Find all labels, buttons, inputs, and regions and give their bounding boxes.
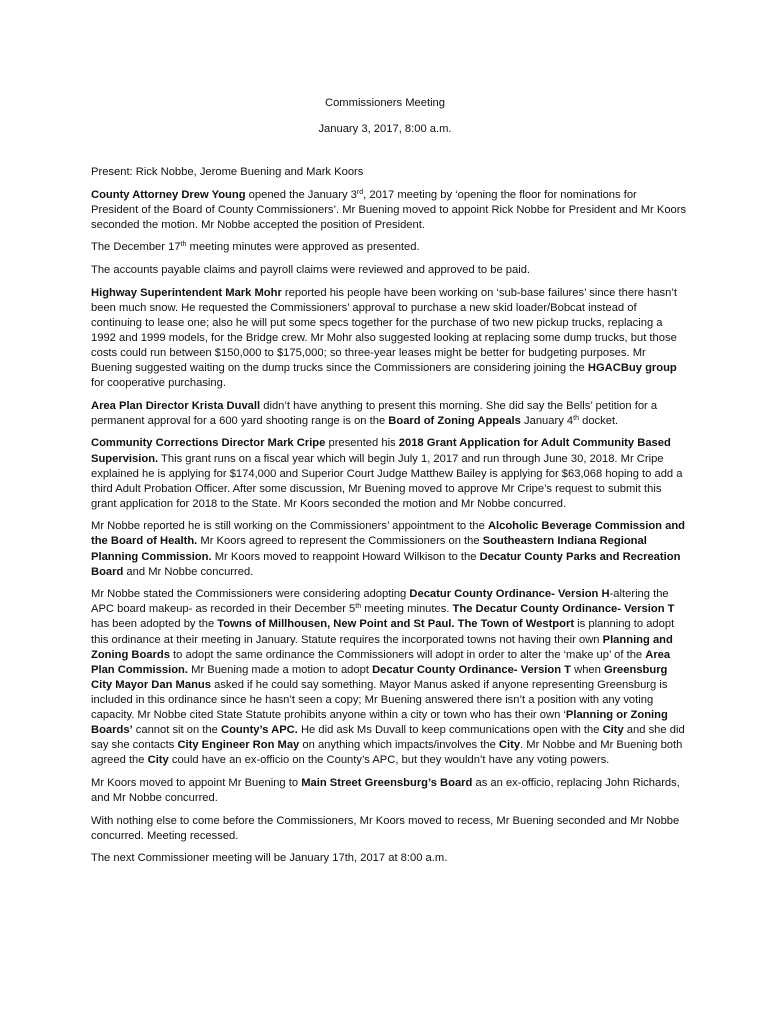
paragraph-claims: The accounts payable claims and payroll claims were reviewed and approved to be paid. <box>91 263 531 276</box>
paragraph-appointments: Mr Nobbe reported he is still working on the Commissioners’ appointment to the Alcoholic Beverage Commission and the Board of Health. Mr Koors agreed to represent the Commissioners on the Southeastern Indiana Regional Planning Commission. Mr Koors moved to reappoint Howard Wilkison to the Decatur County Parks and Recreation Board and Mr Nobbe concurred. <box>91 520 686 578</box>
meeting-date: January 3, 2017, 8:00 a.m. <box>318 123 452 135</box>
paragraph-minutes-approved: The December 17th meeting minutes were approved as presented. <box>91 241 420 254</box>
paragraph-main-street: Mr Koors moved to appoint Mr Buening to Main Street Greensburg’s Board as an ex-officio, replacing John Richards, and Mr Nobbe concurred. <box>91 776 680 804</box>
page-title: Commissioners Meeting <box>325 97 445 109</box>
paragraph-corrections: Community Corrections Director Mark Cripe presented his 2018 Grant Application for Adult Community Based Supervision. This grant runs on a fiscal year which will begin July 1, 2017 and run through June 30, 2018. Mr Cripe explained he is applying for $174,000 and Superior Court Judge Matthew Bailey is applying for $63,068 hoping to add a third Adult Probation Officer. After some discussion, Mr Buening moved to approve Mr Cripe’s request to submit this grant application for 2018 to the State. Mr Koors seconded the motion and Mr Nobbe concurred. <box>91 437 683 510</box>
paragraph-highway: Highway Superintendent Mark Mohr reported his people have been working on ‘sub-base failures’ since there hasn’t been much snow. He requested the Commissioners’ approval to purchase a new skid loader/Bobcat instead of continuing to lease one; also he will put some specs together for the purchase of two new pickup trucks, replacing a 1992 and 1999 models, for the Bridge crew. Mr Mohr also suggested looking at replacing some dump trucks, but those costs could run between $150,000 to $175,000; so three-year leases might be better for budgeting purposes. Mr Buening suggested waiting on the dump trucks since the Commissioners are considering joining the HGACBuy group for cooperative purchasing. <box>91 286 677 390</box>
paragraph-attorney: County Attorney Drew Young opened the January 3rd, 2017 meeting by ‘opening the floor for nominations for President of the Board of County Commissioners’. Mr Buening moved to appoint Rick Nobbe for President and Mr Koors seconded the motion. Mr Nobbe accepted the position of President. <box>91 188 687 231</box>
minutes-body <box>91 165 687 874</box>
paragraph-ordinance: Mr Nobbe stated the Commissioners were considering adopting Decatur County Ordinance- Version H-altering the APC board makeup- as recorded in their December 5th meeting minutes. The Decatur County Ordinance- Version T has been adopted by the Towns of Millhousen, New Point and St Paul. The Town of Westport is planning to adopt this ordinance at their meeting in January. Statute requires the incorporated towns not having their own Planning and Zoning Boards to adopt the same ordinance the Commissioners will adopt in order to alter the ‘make up’ of the Area Plan Commission. Mr Buening made a motion to adopt Decatur County Ordinance- Version T when Greensburg City Mayor Dan Manus asked if he could say something. Mayor Manus asked if anyone representing Greensburg is included in this ordinance since he hasn’t seen a copy; Mr Buening answered there isn’t a position with any voting capacity. Mr Nobbe cited State Statute prohibits anyone within a city or town who has their own ‘Planning or Zoning Boards’ cannot sit on the County’s APC. He did ask Ms Duvall to keep communications open with the City and she did say she contacts City Engineer Ron May on anything which impacts/involves the City. Mr Nobbe and Mr Buening both agreed the City could have an ex-officio on the County’s APC, but they wouldn’t have any voting powers. <box>91 588 685 767</box>
paragraph-recess: With nothing else to come before the Commissioners, Mr Koors moved to recess, Mr Buening seconded and Mr Nobbe concurred. Meeting recessed. <box>91 814 680 842</box>
paragraph-next-meeting: The next Commissioner meeting will be January 17th, 2017 at 8:00 a.m. <box>91 852 448 865</box>
present-line: Present: Rick Nobbe, Jerome Buening and Mark Koors <box>91 166 364 178</box>
paragraph-area-plan: Area Plan Director Krista Duvall didn’t have anything to present this morning. She did say the Bells’ petition for a permanent approval for a 600 yard shooting range is on the Board of Zoning Appeals January 4th docket. <box>91 399 658 427</box>
